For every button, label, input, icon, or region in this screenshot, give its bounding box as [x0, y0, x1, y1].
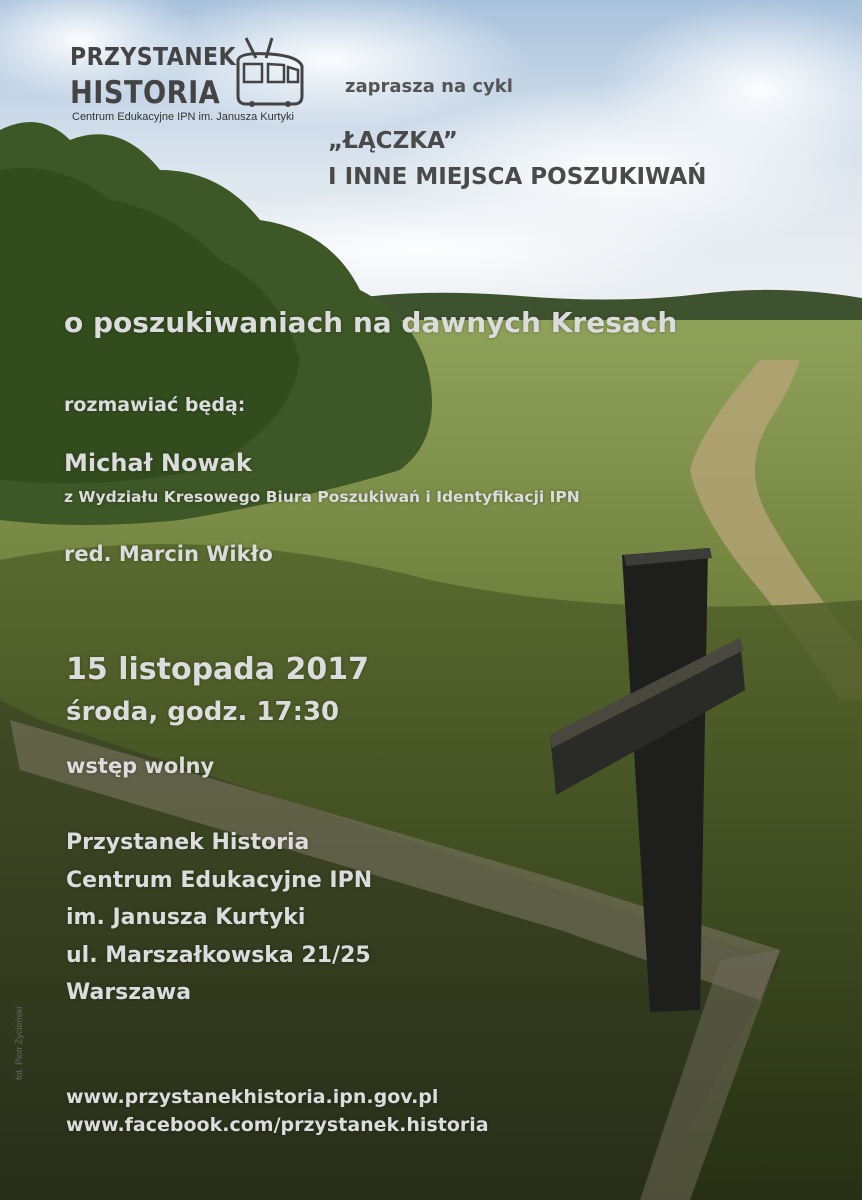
speakers-label: rozmawiać będą:	[64, 394, 246, 416]
invite-text: zaprasza na cykl	[345, 76, 513, 97]
tram-icon	[232, 34, 308, 110]
event-topic: o poszukiwaniach na dawnych Kresach	[64, 306, 678, 339]
event-date: 15 listopada 2017	[66, 652, 369, 687]
address-line: Centrum Edukacyjne IPN	[66, 868, 373, 893]
logo-title-line2: HISTORIA	[70, 75, 221, 111]
event-day-time: środa, godz. 17:30	[66, 697, 340, 727]
address-line: Przystanek Historia	[66, 830, 310, 855]
series-title-line1: „ŁĄCZKA”	[328, 128, 458, 154]
address-line: im. Janusza Kurtyki	[66, 905, 306, 930]
photo-credit: fot. Piotr Życieński	[14, 1006, 24, 1080]
entry-info: wstęp wolny	[66, 754, 215, 778]
speaker-name: red. Marcin Wikło	[64, 542, 273, 566]
address-line: Warszawa	[66, 980, 192, 1005]
facebook-link[interactable]: www.facebook.com/przystanek.historia	[66, 1114, 489, 1136]
logo-subtitle: Centrum Edukacyjne IPN im. Janusza Kurtyki	[72, 111, 294, 123]
series-title-line2: I INNE MIEJSCA POSZUKIWAŃ	[328, 164, 707, 190]
address-line: ul. Marszałkowska 21/25	[66, 943, 371, 968]
logo-title-line1: PRZYSTANEK	[70, 42, 237, 71]
speaker-affiliation: z Wydziału Kresowego Biura Poszukiwań i Identyfikacji IPN	[64, 488, 580, 506]
speaker-name: Michał Nowak	[64, 449, 252, 477]
website-link[interactable]: www.przystanekhistoria.ipn.gov.pl	[66, 1086, 439, 1108]
